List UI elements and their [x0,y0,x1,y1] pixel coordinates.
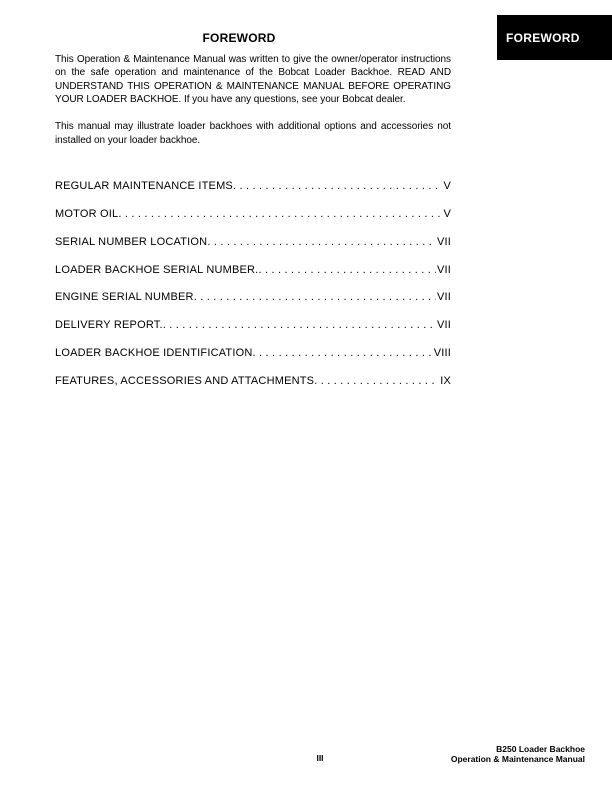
toc-entry-label: MOTOR OIL [55,207,119,220]
toc-row[interactable] [55,283,451,311]
toc-dot-leader [253,347,433,359]
chapter-bleed-tab-label: FOREWORD [506,30,580,45]
page-title: FOREWORD [202,31,276,45]
paragraph-spacer [55,107,451,121]
intro-paragraph-1 [55,53,451,107]
footer-model-line: B250 Loader Backhoe [496,744,585,754]
chapter-bleed-tab [497,15,612,60]
paragraph-line: This manual may illustrate loader backhoes with additional options and accessories not [55,121,451,133]
paragraph-line: YOUR LOADER BACKHOE. If you have any questions, see your Bobcat dealer. [55,94,406,106]
paragraph-line: This Operation & Maintenance Manual was written to give the owner/operator instructions [55,54,451,65]
footer-document-title [451,744,585,764]
toc-row[interactable] [55,339,451,367]
toc-entry-page: VIII [433,347,451,360]
intro-paragraph-2 [55,120,451,147]
toc-row[interactable] [55,256,451,284]
toc-entry-page: V [443,207,451,220]
toc-entry-page: VII [436,291,451,304]
toc-row[interactable] [55,172,451,200]
toc-row[interactable] [55,367,451,395]
toc-row[interactable] [55,200,451,228]
paragraph-line: installed on your loader backhoe. [55,134,201,146]
toc-entry-page: VII [436,263,451,276]
toc-row[interactable] [55,228,451,256]
table-of-contents [55,172,451,395]
toc-entry-page: VII [436,235,451,248]
toc-entry-label: FEATURES, ACCESSORIES AND ATTACHMENTS [55,374,315,387]
toc-entry-page: IX [440,374,451,387]
toc-row[interactable] [55,311,451,339]
intro-text [55,53,451,147]
footer-manual-line: Operation & Maintenance Manual [450,754,585,764]
toc-entry-label: ENGINE SERIAL NUMBER [55,291,194,304]
toc-dot-leader [258,264,435,276]
toc-entry-label: SERIAL NUMBER LOCATION [55,235,208,248]
toc-entry-page: V [443,179,451,192]
toc-dot-leader [118,208,442,220]
toc-dot-leader [233,180,442,192]
toc-entry-label: REGULAR MAINTENANCE ITEMS [55,179,233,192]
toc-entry-label: LOADER BACKHOE SERIAL NUMBER. [55,263,259,276]
toc-entry-page: VII [436,319,451,332]
toc-dot-leader [207,236,436,248]
toc-entry-label: LOADER BACKHOE IDENTIFICATION [55,347,253,360]
toc-dot-leader [194,291,436,303]
paragraph-line: UNDERSTAND THIS OPERATION & MAINTENANCE MANUAL BEFORE OPERATING [55,80,451,92]
toc-dot-leader [314,375,439,387]
paragraph-line: on the safe operation and maintenance of the Bobcat Loader Backhoe. READ AND [55,67,451,79]
toc-entry-label: DELIVERY REPORT. [55,319,163,332]
toc-dot-leader [163,319,436,331]
footer-page-number: III [316,753,324,763]
